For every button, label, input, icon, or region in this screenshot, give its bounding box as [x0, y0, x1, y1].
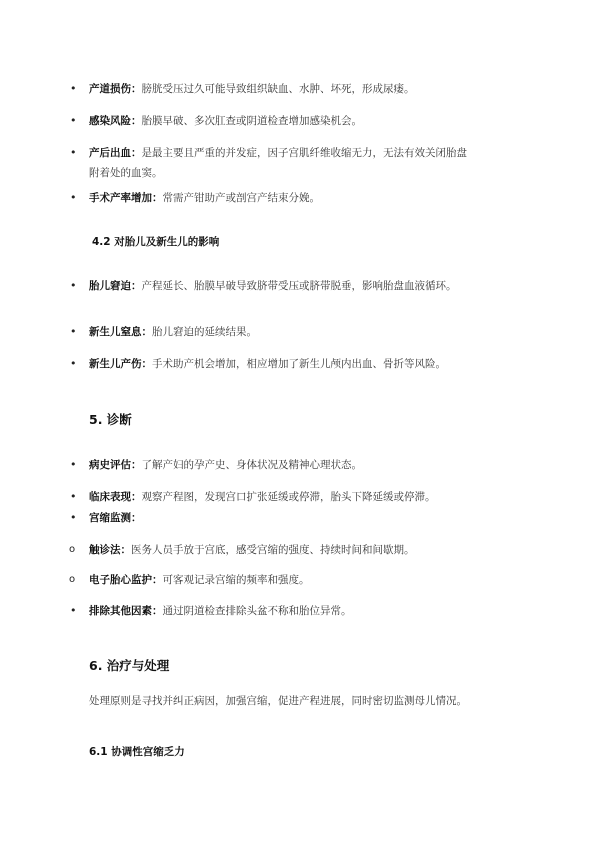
- item-text: 是最主要且严重的并发症，因子宫肌纤维收缩无力，无法有效关闭胎盘附着处的血窦。: [89, 147, 467, 179]
- section-heading: 5. 诊断: [89, 412, 132, 427]
- bullet-icon: •: [70, 114, 77, 127]
- item-text: 通过阴道检查排除头盆不称和胎位异常。: [162, 605, 352, 617]
- item-label: 感染风险：: [89, 115, 142, 127]
- item-text: 观察产程图，发现宫口扩张延缓或停滞，胎头下降延缓或停滞。: [141, 491, 436, 503]
- item-text: 了解产妇的孕产史、身体状况及精神心理状态。: [141, 459, 362, 471]
- item-text: 胎儿窘迫的延续结果。: [152, 326, 257, 338]
- section-heading: 4.2 对胎儿及新生儿的影响: [92, 236, 220, 248]
- item-text: 膀胱受压过久可能导致组织缺血、水肿、坏死，形成尿瘘。: [141, 83, 415, 95]
- bullet-icon: •: [70, 511, 77, 524]
- item-text: 医务人员手放于宫底，感受宫缩的强度、持续时间和间歇期。: [131, 544, 415, 556]
- item-label: 手术产率增加：: [89, 192, 163, 204]
- item-label: 电子胎心监护：: [89, 574, 163, 586]
- bullet-icon: •: [70, 458, 77, 471]
- item-label: 宫缩监测：: [89, 512, 142, 524]
- item-text: 常需产钳助产或剖宫产结束分娩。: [162, 192, 320, 204]
- item-label: 胎儿窘迫：: [89, 280, 142, 292]
- item-label: 产道损伤：: [89, 83, 142, 95]
- subsection-heading: 6.1 协调性宫缩乏力: [89, 746, 185, 758]
- item-text: 产程延长、胎膜早破导致脐带受压或脐带脱垂，影响胎盘血液循环。: [141, 280, 457, 292]
- item-label: 新生儿窒息：: [89, 326, 152, 338]
- item-label: 新生儿产伤：: [89, 358, 152, 370]
- bullet-icon: •: [70, 279, 77, 292]
- circle-bullet-icon: o: [69, 544, 76, 555]
- item-label: 临床表现：: [89, 491, 142, 503]
- item-text: 手术助产机会增加，相应增加了新生儿颅内出血、骨折等风险。: [152, 358, 446, 370]
- section-heading: 6. 治疗与处理: [89, 658, 170, 673]
- circle-bullet-icon: o: [69, 574, 76, 585]
- item-label: 病史评估：: [89, 459, 142, 471]
- bullet-icon: •: [70, 191, 77, 204]
- bullet-icon: •: [70, 490, 77, 503]
- paragraph: 处理原则是寻找并纠正病因，加强宫缩，促进产程进展，同时密切监测母儿情况。: [89, 695, 467, 707]
- item-text: 胎膜早破、多次肛查或阴道检查增加感染机会。: [141, 115, 362, 127]
- bullet-icon: •: [70, 82, 77, 95]
- item-text: 可客观记录宫缩的频率和强度。: [162, 574, 310, 586]
- bullet-icon: •: [70, 604, 77, 617]
- item-label: 排除其他因素：: [89, 605, 163, 617]
- bullet-icon: •: [70, 325, 77, 338]
- bullet-icon: •: [70, 357, 77, 370]
- bullet-icon: •: [70, 146, 77, 159]
- item-label: 产后出血：: [89, 147, 142, 159]
- item-label: 触诊法：: [89, 544, 131, 556]
